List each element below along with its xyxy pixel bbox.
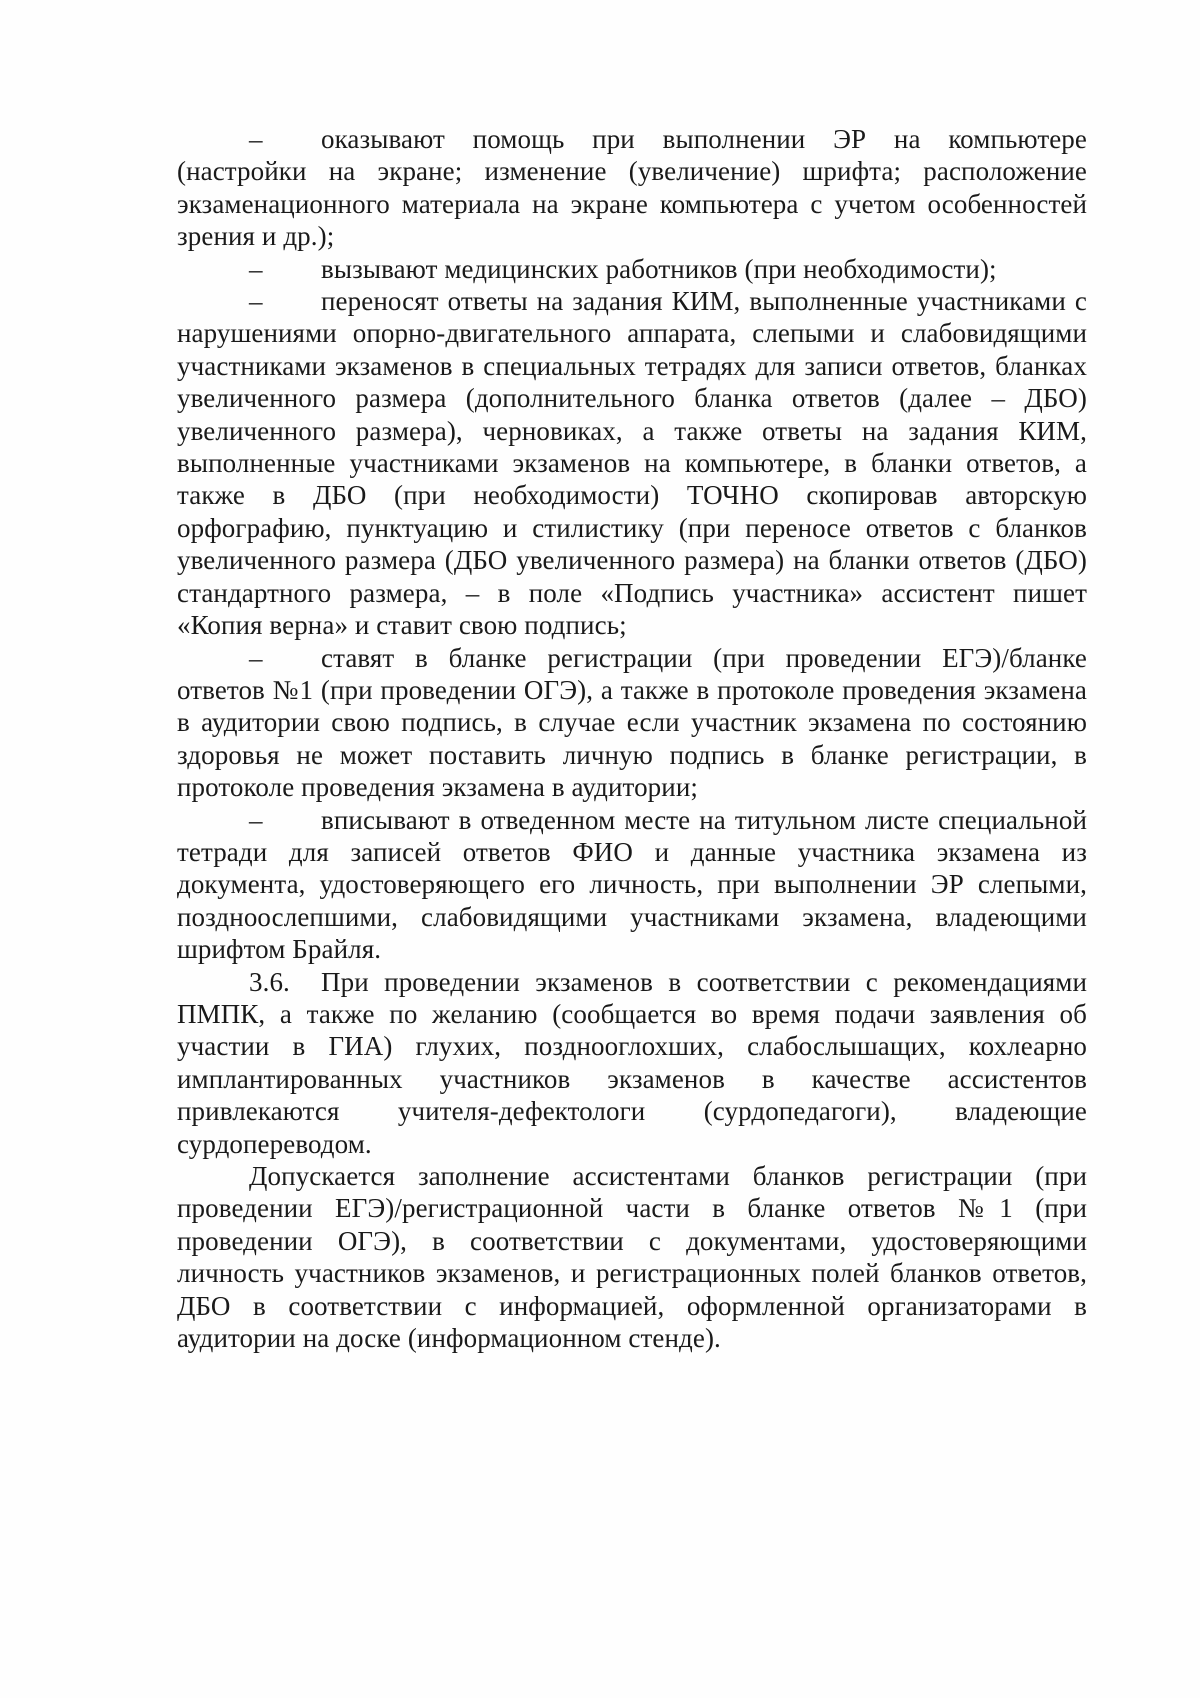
dash-marker: – bbox=[249, 804, 263, 835]
list-item bbox=[177, 804, 1087, 966]
dash-marker: – bbox=[249, 286, 263, 317]
list-item-text: оказывают помощь при выполнении ЭР на компьютере (настройки на экране; изменение (увеличение) шрифта; расположение экзаменационного материала на экране компьютера с учетом особенностей зрения и др.); bbox=[177, 124, 1087, 252]
list-item-text: вызывают медицинских работников (при необходимости); bbox=[321, 253, 997, 284]
list-item-text: ставят в бланке регистрации (при проведении ЕГЭ)/бланке ответов №1 (при проведении ОГЭ), а также в протоколе проведения экзамена в аудитории свою подпись, в случае если участник экзамена по состоянию здоровья не может поставить личную подпись в бланке регистрации, в протоколе проведения экзамена в аудитории; bbox=[177, 642, 1087, 803]
list-item bbox=[177, 285, 1087, 641]
list-item bbox=[177, 642, 1087, 804]
list-item bbox=[177, 123, 1087, 253]
list-item-text: вписывают в отведенном месте на титульном листе специальной тетради для записей ответов ФИО и данные участника экзамена из документа, удостоверяющего его личность, при выполнении ЭР слепыми, поздноослепшими, слабовидящими участниками экзамена, владеющими шрифтом Брайля. bbox=[177, 804, 1087, 965]
paragraph-text: При проведении экзаменов в соответствии с рекомендациями ПМПК, а также по желанию (сообщается во время подачи заявления об участии в ГИА) глухих, позднооглохших, слабослышащих, кохлеарно имплантированных участников экзаменов в качестве ассистентов привлекаются учителя-дефектологи (сурдопедагоги), владеющие сурдопереводом. bbox=[177, 966, 1087, 1159]
numbered-paragraph bbox=[177, 966, 1087, 1160]
dash-marker: – bbox=[249, 253, 263, 284]
dash-marker: – bbox=[249, 124, 263, 154]
document-body bbox=[177, 123, 1087, 1354]
dash-marker: – bbox=[249, 642, 263, 673]
list-item bbox=[177, 253, 1087, 285]
paragraph bbox=[177, 1160, 1087, 1354]
list-item-text: переносят ответы на задания КИМ, выполненные участниками с нарушениями опорно-двигательного аппарата, слепыми и слабовидящими участниками экзаменов в специальных тетрадях для записи ответов, бланках увеличенного размера (дополнительного бланка ответов (далее – ДБО) увеличенного размера), черновиках, а также ответы на задания КИМ, выполненные участниками экзаменов на компьютере, в бланки ответов, а также в ДБО (при необходимости) ТОЧНО скопировав авторскую орфографию, пунктуацию и стилистику (при переносе ответов с бланков увеличенного размера (ДБО увеличенного размера) на бланки ответов (ДБО) стандартного размера, – в поле «Подпись участника» ассистент пишет «Копия верна» и ставит свою подпись; bbox=[177, 286, 1087, 641]
section-number: 3.6. bbox=[249, 966, 290, 997]
paragraph-text: Допускается заполнение ассистентами бланков регистрации (при проведении ЕГЭ)/регистрационной части в бланке ответов №1 (при проведении ОГЭ), в соответствии с документами, удостоверяющими личность участников экзаменов, и регистрационных полей бланков ответов, ДБО в соответствии с информацией, оформленной организаторами в аудитории на доске (информационном стенде). bbox=[177, 1161, 1087, 1354]
